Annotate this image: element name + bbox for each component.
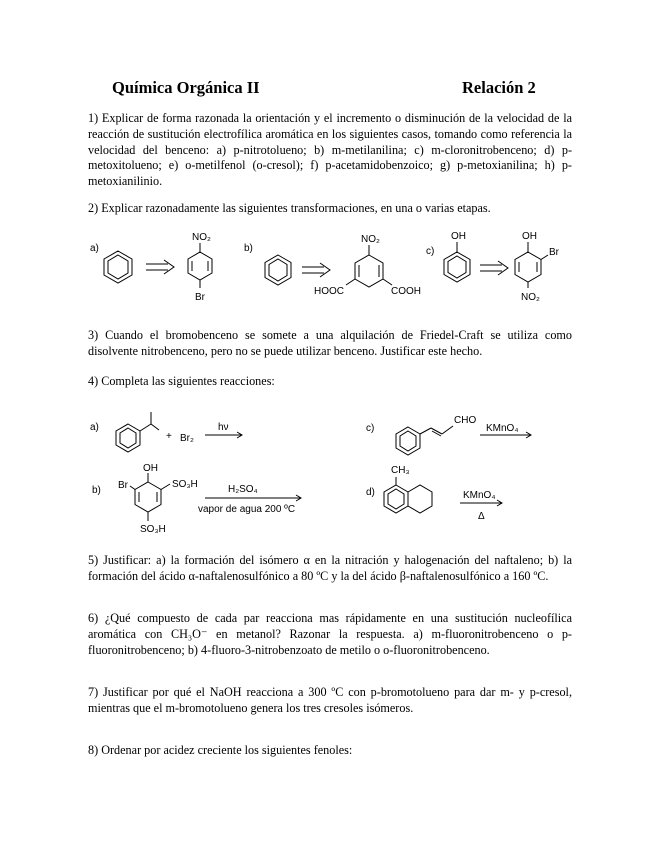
nitro-group-b: NO₂ xyxy=(361,234,380,245)
bromo-group-c: Br xyxy=(549,247,559,258)
label-a-q4: a) xyxy=(90,422,99,433)
nitro-group-a: NO₂ xyxy=(192,232,211,243)
light-condition: hν xyxy=(218,422,229,433)
bromo-group-b: Br xyxy=(118,480,128,491)
product-a xyxy=(188,243,212,288)
q4-reactions-scheme xyxy=(88,400,558,545)
hydroxy-group-b: OH xyxy=(143,463,158,474)
hydroxy-group-c-product: OH xyxy=(522,231,537,242)
product-c xyxy=(515,242,548,288)
phenol-c xyxy=(444,242,470,282)
question-5: 5) Justificar: a) la formación del isómero α en la nitración y halogenación del naftaleno; b) la formación del ácido α-naftalenosulfónico a 80 ºC y la del ácido β-naftalenosulfónico a 160 ºC. xyxy=(88,553,572,583)
course-title: Química Orgánica II xyxy=(112,78,260,97)
sulfonic-group-1: SO₃H xyxy=(172,479,198,490)
label-b: b) xyxy=(244,243,253,254)
label-d-q4: d) xyxy=(366,487,375,498)
heat-condition: Δ xyxy=(478,511,485,522)
reaction-arrow-c xyxy=(480,261,508,275)
question-7: 7) Justificar por qué el NaOH reacciona a 300 ºC con p-bromotolueno para dar m- y p-cresol, mientras que el m-bromotolueno genera los tres cresoles isómeros. xyxy=(88,685,572,715)
aldehyde-group: CHO xyxy=(454,415,477,426)
kmno4-reagent-d: KMnO₄ xyxy=(463,490,496,501)
carboxyl-left: HOOC xyxy=(314,286,344,297)
label-b-q4: b) xyxy=(92,485,101,496)
benzene-b xyxy=(265,255,291,285)
sulfuric-reagent: H₂SO₄ xyxy=(228,484,258,495)
sheet-number: Relación 2 xyxy=(462,78,536,97)
question-8: 8) Ordenar por acidez creciente los siguientes fenoles: xyxy=(88,743,353,757)
question-2: 2) Explicar razonadamente las siguientes transformaciones, en una o varias etapas. xyxy=(88,201,491,215)
arrow-b xyxy=(205,495,301,501)
steam-condition: vapor de agua 200 ºC xyxy=(198,504,296,515)
cinnamaldehyde-c xyxy=(396,426,453,455)
question-1: 1) Explicar de forma razonada la orientación y el incremento o disminución de la velocidad de la reacción de sustitución electrofílica aromática en los siguientes casos, tomando como referencia la velocidad del benceno: a) p-nitrotolueno; b) m-metilanilina; c) m-cloronitrobenceno; d) p-metoxitolueno; e) o-metilfenol (o-cresol); f) p-acetamidobenzoico; g) p-metoxianilina; h) p-metoxianilinio. xyxy=(88,111,572,189)
bromine-reagent: Br₂ xyxy=(180,433,194,444)
question-6: 6) ¿Qué compuesto de cada par reacciona mas rápidamente en una sustitución nucleofílica aromática con CH₃O⁻ en metanol? Razonar la respuesta. a) m-fluoronitrobenceno o p-fluoronitrobenceno; b) 4-fluoro-3-nitrobenzoato de metilo o o-fluoronitrobenceno. xyxy=(88,611,572,657)
sulfonated-phenol-b xyxy=(130,473,170,521)
sulfonic-group-2: SO₃H xyxy=(140,524,166,535)
label-c-q4: c) xyxy=(366,423,375,434)
cumene-a xyxy=(116,412,159,452)
question-3: 3) Cuando el bromobenceno se somete a una alquilación de Friedel-Craft se utiliza como disolvente nitrobenceno, pero no se puede utilizar benceno. Justificar este hecho. xyxy=(88,328,572,358)
label-c: c) xyxy=(426,246,435,257)
nitro-group-c: NO₂ xyxy=(521,292,540,303)
reaction-arrow-a xyxy=(146,260,174,274)
label-a: a) xyxy=(90,243,99,254)
carboxyl-right: COOH xyxy=(391,286,421,297)
methyltetralin-d xyxy=(384,477,432,513)
question-4: 4) Completa las siguientes reacciones: xyxy=(88,374,275,388)
q2-transformations-scheme xyxy=(88,225,568,305)
reaction-arrow-b xyxy=(302,263,330,277)
benzene-a xyxy=(104,251,132,283)
hydroxy-group-c: OH xyxy=(451,231,466,242)
product-b xyxy=(346,245,392,287)
bromo-group-a: Br xyxy=(195,292,205,303)
plus-sign: + xyxy=(166,431,172,442)
kmno4-reagent-c: KMnO₄ xyxy=(486,423,519,434)
methyl-group-d: CH₃ xyxy=(391,465,410,476)
